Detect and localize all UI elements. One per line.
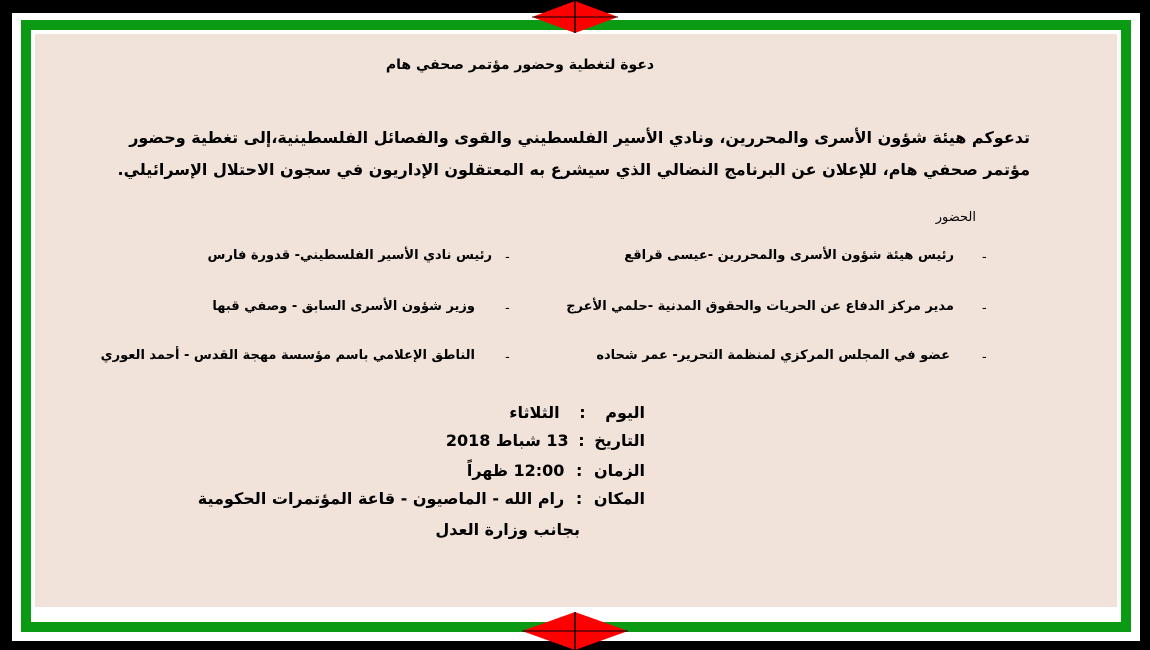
bullet-dash: -	[982, 301, 987, 316]
bullet-dash: -	[982, 250, 987, 265]
invitation-paragraph-line-1: تدعوكم هيئة شؤون الأسرى والمحررين، ونادي الأسير الفلسطيني والقوى والفصائل الفلسطينية،إلى تغطية وحضور	[129, 128, 1030, 147]
invitation-paragraph-line-2: مؤتمر صحفي هام، للإعلان عن البرنامج النضالي الذي سيشرع به المعتقلون الإداريون في سجون الاحتلال الإسرائيلي.	[117, 160, 1030, 179]
invitation-title: دعوة لتغطية وحضور مؤتمر صحفي هام	[385, 57, 655, 73]
date-label: التاريخ	[594, 431, 645, 450]
place-label: المكان	[593, 489, 645, 508]
attendee-left-3: الناطق الإعلامي باسم مؤسسة مهجة القدس - أحمد العوري	[100, 348, 475, 363]
place-value: رام الله - الماصيون - قاعة المؤتمرات الحكومية	[197, 489, 565, 508]
time-label: الزمان	[593, 461, 645, 480]
place-separator: :	[575, 489, 583, 508]
detail-day	[420, 403, 645, 422]
bullet-dash: -	[982, 350, 987, 365]
detail-place	[150, 489, 645, 508]
attendee-right-2: مدير مركز الدفاع عن الحريات والحقوق المدنية -حلمي الأعرج	[566, 299, 954, 314]
bullet-dash: -	[505, 250, 510, 265]
detail-date	[380, 431, 645, 450]
detail-time	[420, 461, 645, 480]
attendee-right-3: عضو في المجلس المركزي لمنظمة التحرير- عمر شحاده	[596, 348, 950, 363]
top-diamond-ornament	[532, 1, 618, 33]
day-value: الثلاثاء	[509, 403, 560, 422]
day-label: اليوم	[605, 403, 645, 422]
date-separator: :	[578, 431, 585, 450]
detail-place-line-2: بجانب وزارة العدل	[435, 520, 580, 539]
time-value: 12:00 ظهراً	[466, 461, 565, 480]
attendance-heading: الحضور	[935, 210, 976, 225]
date-value: 13 شباط 2018	[445, 431, 569, 450]
attendee-right-1: رئيس هيئة شؤون الأسرى والمحررين -عيسى قراقع	[624, 248, 954, 263]
bullet-dash: -	[505, 301, 510, 316]
attendee-left-1: رئيس نادي الأسير الفلسطيني- قدورة فارس	[207, 248, 492, 263]
time-separator: :	[576, 461, 583, 480]
day-separator: :	[579, 403, 586, 422]
bottom-diamond-ornament	[522, 612, 628, 650]
bullet-dash: -	[505, 350, 510, 365]
attendee-left-2: وزير شؤون الأسرى السابق - وصفي قبها	[212, 299, 475, 314]
